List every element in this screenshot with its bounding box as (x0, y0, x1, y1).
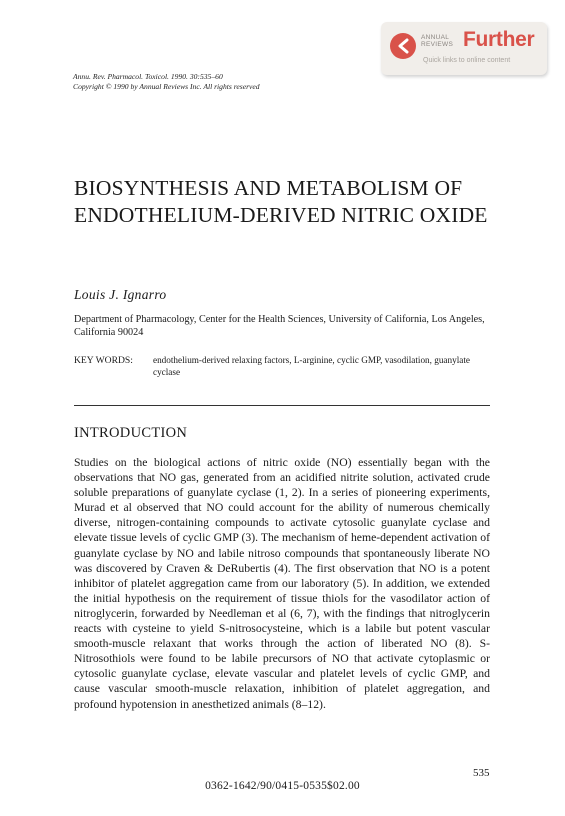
banner-small-label: ANNUAL REVIEWS (421, 34, 454, 48)
citation-line-2: Copyright © 1990 by Annual Reviews Inc. All rights reserved (73, 82, 260, 91)
author-affiliation: Department of Pharmacology, Center for the Health Sciences, University of California, Los Angeles, California 90024 (74, 314, 485, 338)
citation-line-1: Annu. Rev. Pharmacol. Toxicol. 1990. 30:535–60 (73, 72, 223, 81)
citation (73, 72, 260, 92)
section-divider (74, 405, 490, 406)
footer-code: 0362-1642/90/0415-0535$02.00 (205, 780, 360, 792)
section-heading: INTRODUCTION (74, 425, 188, 441)
banner-big-label: Further (463, 28, 535, 51)
further-banner[interactable] (381, 22, 547, 75)
arrow-left-icon (390, 33, 416, 59)
article-title: BIOSYNTHESIS AND METABOLISM OF ENDOTHELIUM-DERIVED NITRIC OXIDE (74, 176, 488, 227)
author-name: Louis J. Ignarro (74, 287, 167, 302)
keywords-text: endothelium-derived relaxing factors, L-arginine, cyclic GMP, vasodilation, guanylate cyclase (153, 355, 470, 377)
body-paragraph: Studies on the biological actions of nitric oxide (NO) essentially began with the observations that NO gas, generated from an acidified nitrite solution, activated crude soluble preparations of guanylate cyclase (1, 2). In a series of pioneering experiments, Murad et al observed that NO could account for the ability of numerous chemically diverse, nitrogen-containing compounds to activate cytosolic guanylate cyclase and elevate tissue levels of cyclic GMP (3). The mechanism of heme-dependent activation of guanylate cyclase by NO and labile nitroso compounds that spontaneously liberate NO was discovered by Craven & DeRubertis (4). The first observation that NO is a potent inhibitor of platelet aggregation came from our laboratory (5). In addition, we extended the initial hypothesis on the requirement of tissue thiols for the vasodilator action of nitroglycerin, forwarded by Needleman et al (6, 7), with the findings that nitroglycerin reacts with cysteine to yield S-nitrosocysteine, which is a labile but potent vascular smooth-muscle relaxant that works through the action of liberated NO (8). S-Nitrosothiols were found to be labile precursors of NO that activate cytoplasmic or cytosolic guanylate cyclase, elevate vascular and platelet levels of cyclic GMP, and cause vascular smooth-muscle relaxation, inhibition of platelet aggregation, and profound hypotension in anesthetized animals (8–12). (74, 456, 490, 711)
page-number: 535 (473, 767, 490, 779)
banner-tagline: Quick links to online content (423, 57, 511, 64)
keywords-label: KEY WORDS: (74, 355, 133, 366)
